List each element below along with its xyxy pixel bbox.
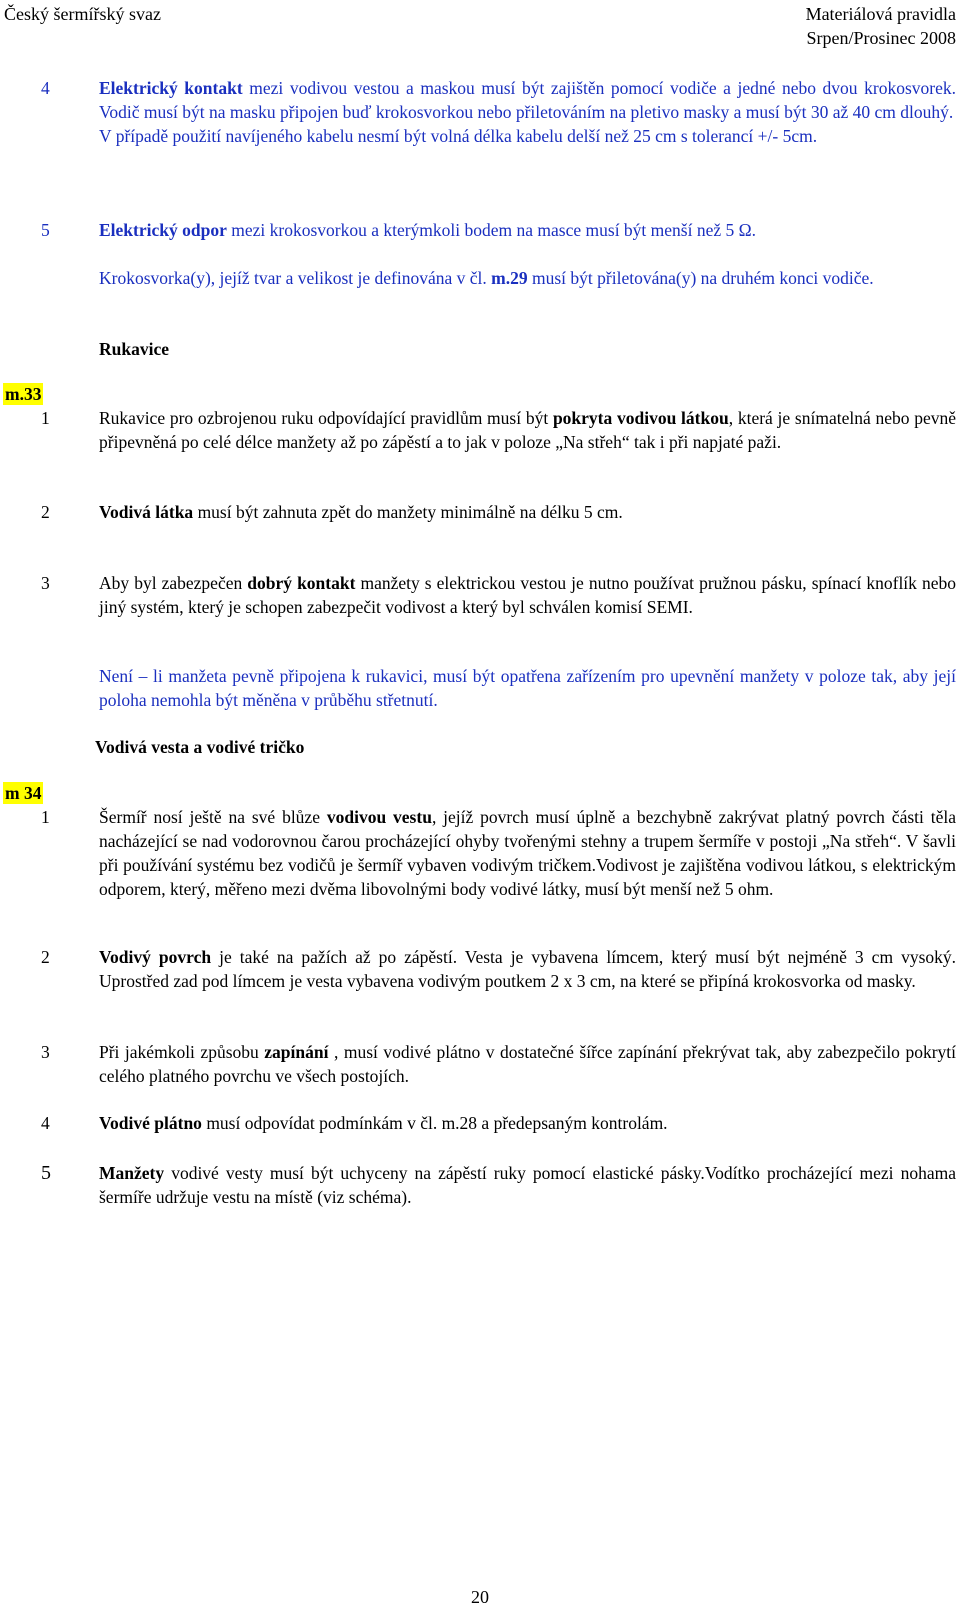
paragraph-text: mezi krokosvorkou a kterýmkoli bodem na masce musí být menší než 5 Ω. (226, 220, 757, 240)
item-number: 3 (41, 573, 50, 593)
paragraph-text: vodivé vesty musí být uchyceny na zápěstí ruky pomocí elastické pásky.Vodítko procházející mezi nohama šermíře udržuje vestu na místě (viz schéma). (99, 1163, 956, 1207)
paragraph-text: musí odpovídat podmínkám v čl. m.28 a předepsaným kontrolám. (201, 1113, 668, 1133)
bold-term: m.29 (491, 268, 528, 288)
paragraph-text: je také na pažích až po zápěstí. Vesta je vybavena límcem, který musí být nejméně 3 cm vysoký. Uprostřed zad pod límcem je vesta vybavena vodivým poutkem 2 x 3 cm, na které se připíná krokosvorka od masky. (99, 947, 957, 991)
bold-term: Vodivá látka (99, 502, 194, 522)
paragraph-text: Aby byl zabezpečen (99, 573, 248, 593)
paragraph-text: musí být zahnuta zpět do manžety minimálně na délku 5 cm. (193, 502, 623, 522)
gloves-note: Není – li manžeta pevně připojena k rukavici, musí být opatřena zařízením pro upevnění manžety v poloze tak, aby její poloha nemohla být měněna v průběhu střetnutí. (99, 666, 956, 710)
item-number: 4 (41, 78, 50, 98)
paragraph-text: musí být přiletována(y) na druhém konci vodiče. (527, 268, 874, 288)
paragraph-text: mezi vodivou vestou a maskou musí být zajištěn pomocí vodiče a jedné nebo dvou krokosvorek. Vodič musí být na masku připojen buď krokosvorkou nebo přiletováním na pletivo masky a musí být 30 až 40 cm dlouhý. (99, 78, 956, 122)
item-number: 3 (41, 1042, 50, 1062)
item-number: 5 (41, 1162, 51, 1184)
paragraph-text: , musí vodivé plátno v dostatečné šířce zapínání překrývat tak, aby zabezpečilo pokrytí celého platného povrchu ve všech postojích. (99, 1042, 956, 1086)
paragraph-text: , která je snímatelná nebo pevně připevněná po celé délce manžety až po zápěstí a to jak v poloze „Na střeh“ tak i při napjaté paži. (99, 408, 957, 452)
vest-item-1 (99, 805, 956, 901)
bold-term: Elektrický odpor (99, 220, 227, 240)
header-date: Srpen/Prosinec 2008 (806, 28, 956, 48)
item-number: 4 (41, 1113, 50, 1133)
item-number: 1 (41, 408, 50, 428)
bold-term: Vodivé plátno (99, 1113, 202, 1133)
mask-item-4 (99, 76, 956, 148)
paragraph-text: Šermíř nosí ještě na své blůze (99, 807, 327, 827)
bold-term: pokryta vodivou látkou (552, 408, 729, 428)
paragraph-text: Při jakémkoli způsobu (99, 1042, 265, 1062)
vest-item-2 (99, 945, 956, 993)
bold-term: Vodivý povrch (99, 947, 212, 967)
item-number: 2 (41, 502, 50, 522)
vest-item-4 (99, 1111, 956, 1135)
section-heading-vest: Vodivá vesta a vodivé tričko (95, 737, 305, 757)
bold-term: zapínání (264, 1042, 329, 1062)
paragraph-text: Rukavice pro ozbrojenou ruku odpovídající pravidlům musí být (99, 408, 553, 428)
page-number: 20 (471, 1587, 489, 1607)
vest-item-3 (99, 1040, 956, 1088)
bold-term: Elektrický kontakt (99, 78, 243, 98)
vest-item-5 (99, 1161, 956, 1209)
item-number: 2 (41, 947, 50, 967)
bold-term: vodivou vestu (326, 807, 432, 827)
mask-note (99, 266, 956, 290)
section-heading-gloves: Rukavice (99, 339, 169, 359)
mask-item-5 (99, 218, 956, 242)
header-title: Materiálová pravidla (805, 4, 956, 24)
header-organization: Český šermířský svaz (4, 4, 161, 24)
bold-term: Manžety (99, 1163, 165, 1183)
paragraph-text: manžety s elektrickou vestou je nutno používat pružnou pásku, spínací knoflík nebo jiný systém, který je schopen zabezpečit vodivost a který byl schválen komisí SEMI. (99, 573, 956, 617)
header-document-info (806, 2, 956, 50)
gloves-item-1 (99, 406, 956, 454)
bold-term: dobrý kontakt (247, 573, 356, 593)
item-number: 5 (41, 220, 50, 240)
paragraph-text: Krokosvorka(y), jejíž tvar a velikost je definována v čl. (99, 268, 492, 288)
item-number: 1 (41, 807, 50, 827)
gloves-item-2 (99, 500, 956, 524)
article-tag: m 34 (5, 783, 42, 803)
paragraph-text: , jejíž povrch musí úplně a bezchybně zakrývat platný povrch části těla nacházející se nad vodorovnou čarou procházející ohyby tvořenými stehny a trupem šermíře v postoji „Na střeh“. V šavli při používání systému bez vodičů je šermíř vybaven vodivým tričkem.Vodivost je zajištěna vodivou látkou, s elektrickým odporem, který, měřeno mezi dvěma libovolnými body vodivé látky, musí být menší než 5 ohm. (99, 807, 957, 899)
paragraph-text: V případě použití navíjeného kabelu nesmí být volná délka kabelu delší než 25 cm s tolerancí +/- 5cm. (99, 126, 818, 146)
gloves-item-3 (99, 571, 956, 619)
article-tag: m.33 (5, 384, 42, 404)
